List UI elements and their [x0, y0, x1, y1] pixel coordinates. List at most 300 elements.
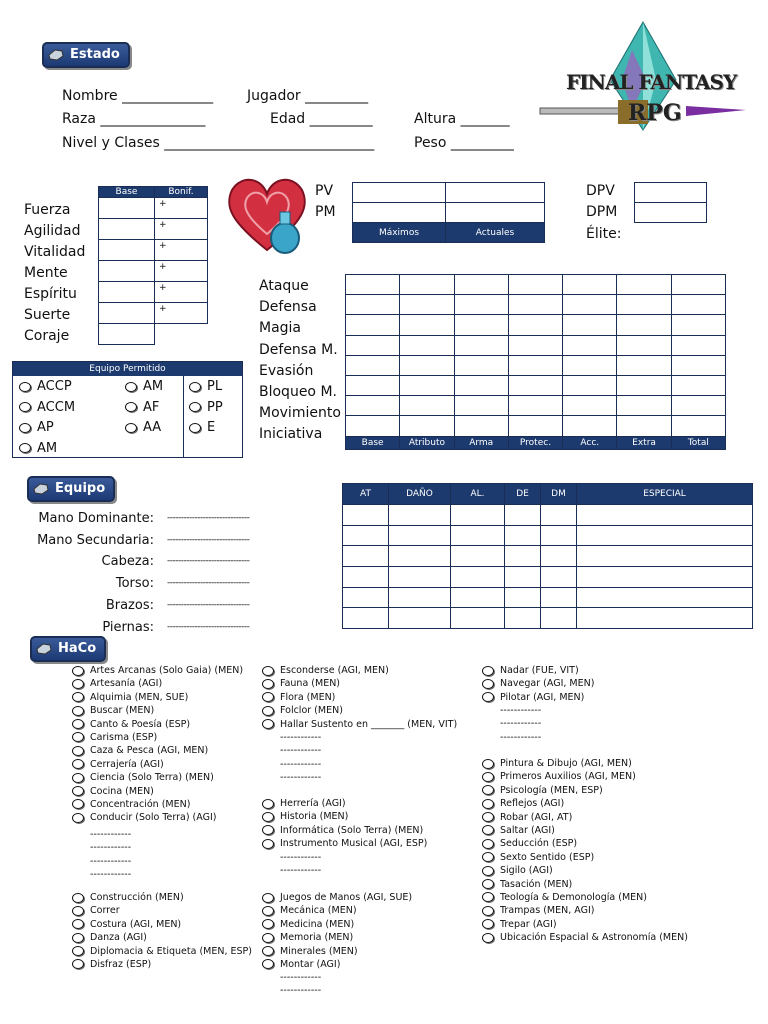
bonif-cell[interactable]	[155, 282, 208, 303]
skill-item[interactable]	[72, 691, 243, 704]
slot-torso: Torso:	[115, 576, 154, 592]
base-cell[interactable]	[99, 282, 155, 303]
blank-skill-line[interactable]: ------------	[280, 745, 322, 757]
combat-cell[interactable]	[508, 396, 562, 416]
equipment-line-field[interactable]: ------------------------------	[167, 599, 250, 610]
skill-item[interactable]	[72, 731, 243, 744]
equipment-stat-cell[interactable]	[505, 525, 541, 546]
pm-max-cell[interactable]	[353, 203, 446, 223]
checkbox-circle-icon[interactable]	[72, 773, 84, 783]
equipment-stat-cell[interactable]	[541, 546, 577, 567]
skills-col-2-blanks-c	[262, 971, 321, 998]
checkbox-circle-icon[interactable]	[262, 959, 274, 969]
skill-item[interactable]	[262, 704, 457, 717]
combat-cell[interactable]	[617, 416, 671, 436]
equipment-stat-cell[interactable]	[389, 567, 451, 588]
skill-label: Trampas (MEN, AGI)	[500, 905, 595, 917]
combat-cell[interactable]	[508, 375, 562, 395]
pv-current-cell[interactable]	[446, 183, 545, 203]
skill-item[interactable]	[482, 757, 688, 770]
checkbox-circle-icon[interactable]	[482, 772, 494, 782]
skill-item[interactable]	[72, 718, 243, 731]
combat-row	[346, 396, 726, 416]
equipment-stat-cell[interactable]	[389, 525, 451, 546]
skill-item[interactable]	[72, 758, 243, 771]
permitido-option[interactable]: AM	[19, 439, 75, 460]
equipment-stat-cell[interactable]	[451, 587, 505, 608]
checkbox-circle-icon[interactable]	[189, 423, 201, 433]
skill-item[interactable]	[482, 837, 688, 850]
checkbox-circle-icon[interactable]	[262, 933, 274, 943]
equipment-stat-cell[interactable]	[389, 587, 451, 608]
equipment-stat-cell[interactable]	[505, 608, 541, 629]
skill-item[interactable]	[72, 704, 243, 717]
skill-item[interactable]	[72, 798, 243, 811]
combat-cell[interactable]	[617, 375, 671, 395]
combat-col-acc: Acc.	[563, 436, 617, 449]
skill-item[interactable]	[482, 918, 688, 931]
equip-col-dano: DAÑO	[389, 484, 451, 505]
jugador-field[interactable]: Jugador _________	[247, 88, 369, 104]
skill-item[interactable]	[262, 718, 457, 731]
permitido-option[interactable]: PL	[189, 377, 223, 398]
checkbox-circle-icon[interactable]	[482, 866, 494, 876]
skill-label: Danza (AGI)	[90, 932, 147, 944]
checkbox-circle-icon[interactable]	[72, 933, 84, 943]
combat-cell[interactable]	[346, 315, 400, 335]
blank-skill-line[interactable]: ------------	[280, 985, 322, 997]
skill-item[interactable]	[72, 811, 243, 824]
skill-item[interactable]	[72, 918, 252, 931]
skill-label: Canto & Poesía (ESP)	[90, 718, 191, 730]
blank-skill-line[interactable]: ------------	[90, 869, 132, 881]
combat-cell[interactable]	[346, 375, 400, 395]
section-equipo-header	[27, 476, 115, 502]
raza-field[interactable]: Raza _______________	[62, 111, 206, 127]
checkbox-circle-icon[interactable]	[482, 906, 494, 916]
combat-cell[interactable]	[454, 355, 508, 375]
combat-cell[interactable]	[346, 355, 400, 375]
skills-col-3b	[482, 757, 688, 944]
checkbox-circle-icon[interactable]	[72, 719, 84, 729]
bonif-cell[interactable]	[155, 198, 208, 219]
equipment-stat-cell[interactable]	[505, 567, 541, 588]
checkbox-circle-icon[interactable]	[262, 799, 274, 809]
equipment-stat-cell[interactable]	[541, 525, 577, 546]
skill-item[interactable]	[72, 785, 243, 798]
pv-max-cell[interactable]	[353, 183, 446, 203]
checkbox-circle-icon[interactable]	[482, 852, 494, 862]
combat-cell[interactable]	[563, 416, 617, 436]
combat-col-extra: Extra	[617, 436, 671, 449]
equipment-line-field[interactable]: ------------------------------	[167, 534, 250, 545]
base-cell[interactable]	[99, 240, 155, 261]
combat-cell[interactable]	[563, 355, 617, 375]
equipment-stat-cell[interactable]	[343, 525, 389, 546]
equipment-slot-labels	[37, 508, 154, 638]
combat-cell[interactable]	[617, 295, 671, 315]
combat-cell[interactable]	[617, 355, 671, 375]
equipment-stat-cell[interactable]	[389, 608, 451, 629]
gauntlet-icon	[47, 47, 65, 63]
skill-item[interactable]	[482, 664, 594, 677]
combat-cell[interactable]	[454, 335, 508, 355]
skill-label: Saltar (AGI)	[500, 824, 555, 836]
bonif-cell[interactable]	[155, 261, 208, 282]
equipment-stat-cell[interactable]	[541, 587, 577, 608]
checkbox-circle-icon[interactable]	[262, 812, 274, 822]
equipment-stat-cell[interactable]	[343, 608, 389, 629]
skill-item[interactable]	[72, 664, 243, 677]
base-cell[interactable]	[99, 198, 155, 219]
checkbox-circle-icon[interactable]	[72, 959, 84, 969]
equipment-stat-cell[interactable]	[343, 546, 389, 567]
combat-cell[interactable]	[563, 295, 617, 315]
checkbox-circle-icon[interactable]	[262, 893, 274, 903]
permitido-option[interactable]: ACCP	[19, 377, 75, 398]
checkbox-circle-icon[interactable]	[72, 893, 84, 903]
equipment-stat-cell[interactable]	[451, 525, 505, 546]
checkbox-circle-icon[interactable]	[262, 666, 274, 676]
checkbox-circle-icon[interactable]	[482, 692, 494, 702]
skill-item[interactable]	[72, 744, 243, 757]
checkbox-circle-icon[interactable]	[482, 825, 494, 835]
combat-cell[interactable]	[400, 315, 454, 335]
skill-label: Artesanía (AGI)	[90, 678, 163, 690]
equipment-stat-cell[interactable]	[505, 505, 541, 526]
combat-row	[346, 295, 726, 315]
combat-cell[interactable]	[563, 396, 617, 416]
base-cell[interactable]	[99, 303, 155, 324]
checkbox-circle-icon[interactable]	[72, 799, 84, 809]
combat-cell[interactable]	[400, 275, 454, 295]
combat-cell[interactable]	[508, 315, 562, 335]
skill-item[interactable]	[262, 691, 457, 704]
equipment-stat-cell[interactable]	[343, 587, 389, 608]
skill-label: Ciencia (Solo Terra) (MEN)	[90, 772, 214, 784]
skill-item[interactable]	[482, 677, 594, 690]
skill-label: Historia (MEN)	[280, 811, 349, 823]
skill-item[interactable]	[262, 664, 457, 677]
dpv-label: DPV	[586, 183, 615, 199]
equipment-stat-cell[interactable]	[577, 567, 753, 588]
checkbox-circle-icon[interactable]	[189, 382, 201, 392]
equipment-line-field[interactable]: ------------------------------	[167, 513, 250, 523]
combat-cell[interactable]	[563, 335, 617, 355]
plus-sign: +	[159, 219, 167, 230]
combat-cell[interactable]	[400, 355, 454, 375]
checkbox-circle-icon[interactable]	[125, 423, 137, 433]
blank-skill-line[interactable]: ------------	[90, 855, 132, 867]
checkbox-circle-icon[interactable]	[262, 919, 274, 929]
permitido-option[interactable]: PP	[189, 398, 223, 419]
checkbox-circle-icon[interactable]	[72, 666, 84, 676]
checkbox-circle-icon[interactable]	[482, 839, 494, 849]
final-fantasy-logo	[536, 20, 750, 162]
skill-item[interactable]	[482, 824, 688, 837]
checkbox-circle-icon[interactable]	[482, 759, 494, 769]
checkbox-circle-icon[interactable]	[19, 382, 31, 392]
equipment-stat-cell[interactable]	[451, 608, 505, 629]
skill-label: Primeros Auxilios (AGI, MEN)	[500, 771, 636, 783]
permitido-option[interactable]: E	[189, 418, 223, 439]
checkbox-circle-icon[interactable]	[72, 732, 84, 742]
slot-brazos: Brazos:	[105, 597, 154, 613]
checkbox-circle-icon[interactable]	[72, 759, 84, 769]
combat-row	[346, 375, 726, 395]
skill-item[interactable]	[262, 810, 427, 823]
permitido-col-3	[189, 377, 223, 439]
combat-cell[interactable]	[563, 315, 617, 335]
section-title: HaCo	[58, 641, 97, 656]
checkbox-circle-icon[interactable]	[482, 879, 494, 889]
permitido-option[interactable]: AM	[125, 377, 163, 398]
skill-item[interactable]	[482, 784, 688, 797]
combat-cell[interactable]	[508, 295, 562, 315]
permitido-option[interactable]: AA	[125, 418, 163, 439]
skill-item[interactable]	[72, 958, 252, 971]
checkbox-circle-icon[interactable]	[72, 906, 84, 916]
checkbox-circle-icon[interactable]	[125, 402, 137, 412]
blank-skill-line[interactable]: ------------	[280, 972, 322, 983]
checkbox-circle-icon[interactable]	[262, 906, 274, 916]
checkbox-circle-icon[interactable]	[262, 839, 274, 849]
equipment-stat-cell[interactable]	[577, 525, 753, 546]
skill-item[interactable]	[72, 891, 252, 904]
checkbox-circle-icon[interactable]	[262, 706, 274, 716]
skill-label: Trepar (AGI)	[500, 918, 557, 930]
skill-item[interactable]	[72, 677, 243, 690]
equipment-stat-cell[interactable]	[541, 608, 577, 629]
dpm-cell[interactable]	[635, 203, 707, 223]
combat-cell[interactable]	[400, 416, 454, 436]
checkbox-circle-icon[interactable]	[482, 679, 494, 689]
skill-item[interactable]	[262, 918, 412, 931]
combat-cell[interactable]	[671, 375, 725, 395]
blank-skill-line[interactable]: ------------	[280, 852, 322, 863]
skill-label: Costura (AGI, MEN)	[90, 918, 182, 930]
combat-cell[interactable]	[454, 275, 508, 295]
blank-skill-line[interactable]: ------------	[280, 772, 322, 784]
blank-skill-line[interactable]: ------------	[500, 718, 542, 730]
blank-skill-line[interactable]: ------------	[500, 731, 542, 743]
edad-field[interactable]: Edad _________	[270, 111, 373, 127]
checkbox-circle-icon[interactable]	[72, 813, 84, 823]
combat-cell[interactable]	[508, 335, 562, 355]
combat-cell[interactable]	[671, 416, 725, 436]
skill-item[interactable]	[482, 878, 688, 891]
bonif-cell[interactable]	[155, 240, 208, 261]
equipment-stat-cell[interactable]	[389, 546, 451, 567]
combat-cell[interactable]	[508, 275, 562, 295]
skills-col-1-blanks	[72, 828, 131, 882]
equipment-stat-cell[interactable]	[505, 587, 541, 608]
blank-skill-line[interactable]: ------------	[90, 829, 132, 840]
combat-cell[interactable]	[508, 355, 562, 375]
combat-labels	[259, 276, 341, 446]
dpv-cell[interactable]	[635, 183, 707, 203]
permitido-option[interactable]: AF	[125, 398, 163, 419]
combat-cell[interactable]	[617, 315, 671, 335]
combat-cell[interactable]	[454, 416, 508, 436]
equipment-line-field[interactable]: ------------------------------	[167, 621, 250, 632]
blank-skill-line[interactable]: ------------	[90, 842, 132, 854]
skill-label: Informática (Solo Terra) (MEN)	[280, 824, 424, 836]
checkbox-circle-icon[interactable]	[72, 746, 84, 756]
combat-cell[interactable]	[454, 396, 508, 416]
combat-cell[interactable]	[346, 396, 400, 416]
skill-item[interactable]	[482, 691, 594, 704]
combat-cell[interactable]	[508, 416, 562, 436]
altura-field[interactable]: Altura _______	[414, 111, 510, 127]
combat-cell[interactable]	[454, 295, 508, 315]
combat-cell[interactable]	[346, 335, 400, 355]
combat-cell[interactable]	[671, 355, 725, 375]
skill-item[interactable]	[262, 891, 412, 904]
skill-item[interactable]	[482, 891, 688, 904]
combat-cell[interactable]	[617, 275, 671, 295]
equipment-stat-cell[interactable]	[505, 546, 541, 567]
skill-item[interactable]	[482, 931, 688, 944]
checkbox-circle-icon[interactable]	[482, 892, 494, 902]
skill-label: Alquimia (MEN, SUE)	[90, 691, 189, 703]
equipment-line-field[interactable]: ------------------------------	[167, 556, 250, 567]
skill-label: Teología & Demonología (MEN)	[500, 891, 647, 903]
skill-label: Caza & Pesca (AGI, MEN)	[90, 745, 209, 757]
base-cell[interactable]	[99, 261, 155, 282]
skill-item[interactable]	[482, 770, 688, 783]
equipment-stat-cell[interactable]	[389, 505, 451, 526]
checkbox-circle-icon[interactable]	[72, 786, 84, 796]
combat-cell[interactable]	[671, 335, 725, 355]
combat-cell[interactable]	[671, 275, 725, 295]
checkbox-circle-icon[interactable]	[189, 402, 201, 412]
base-cell[interactable]	[99, 219, 155, 240]
skill-item[interactable]	[262, 837, 427, 850]
skill-item[interactable]	[262, 904, 412, 917]
combat-cell[interactable]	[346, 295, 400, 315]
combat-cell[interactable]	[671, 295, 725, 315]
nombre-field[interactable]: Nombre _____________	[62, 88, 214, 104]
combat-cell[interactable]	[400, 396, 454, 416]
checkbox-circle-icon[interactable]	[262, 679, 274, 689]
combat-cell[interactable]	[346, 416, 400, 436]
combat-cell[interactable]	[346, 275, 400, 295]
divider	[183, 376, 184, 457]
equipment-stat-cell[interactable]	[451, 546, 505, 567]
checkbox-circle-icon[interactable]	[125, 382, 137, 392]
blank-skill-line[interactable]: ------------	[280, 732, 322, 743]
skill-item[interactable]	[72, 904, 252, 917]
checkbox-circle-icon[interactable]	[482, 812, 494, 822]
skill-item[interactable]	[72, 945, 252, 958]
equipment-stat-cell[interactable]	[541, 505, 577, 526]
skill-label: Hallar Sustento en _______ (MEN, VIT)	[280, 718, 458, 730]
combat-label-magia: Magia	[259, 320, 302, 337]
skill-item[interactable]	[262, 931, 412, 944]
checkbox-circle-icon[interactable]	[72, 919, 84, 929]
pm-current-cell[interactable]	[446, 203, 545, 223]
skill-item[interactable]	[262, 677, 457, 690]
checkbox-circle-icon[interactable]	[262, 825, 274, 835]
checkbox-circle-icon[interactable]	[72, 946, 84, 956]
equipment-stat-cell[interactable]	[577, 546, 753, 567]
combat-cell[interactable]	[400, 335, 454, 355]
nivel-clases-field[interactable]: Nivel y Clases ______________________________	[62, 135, 375, 151]
equipment-stat-cell[interactable]	[541, 567, 577, 588]
blank-skill-line[interactable]: ------------	[280, 758, 322, 770]
skill-item[interactable]	[482, 864, 688, 877]
equipment-stat-cell[interactable]	[343, 505, 389, 526]
checkbox-circle-icon[interactable]	[482, 785, 494, 795]
blank-skill-line[interactable]: ------------	[280, 865, 322, 877]
skill-item[interactable]	[262, 824, 427, 837]
equip-col-especial: ESPECIAL	[577, 484, 753, 505]
equipment-stat-cell[interactable]	[577, 587, 753, 608]
blank-skill-line[interactable]: ------------	[500, 705, 542, 716]
skill-item[interactable]	[482, 904, 688, 917]
combat-cell[interactable]	[454, 315, 508, 335]
combat-cell[interactable]	[400, 375, 454, 395]
equip-col-dm: DM	[541, 484, 577, 505]
skill-item[interactable]	[72, 771, 243, 784]
checkbox-circle-icon[interactable]	[72, 679, 84, 689]
skill-label: Minerales (MEN)	[280, 945, 358, 957]
checkbox-circle-icon[interactable]	[262, 692, 274, 702]
peso-field[interactable]: Peso _________	[414, 135, 514, 151]
combat-cell[interactable]	[563, 275, 617, 295]
combat-cell[interactable]	[400, 295, 454, 315]
checkbox-circle-icon[interactable]	[482, 799, 494, 809]
checkbox-circle-icon[interactable]	[19, 402, 31, 412]
skill-label: Disfraz (ESP)	[90, 958, 152, 970]
skill-item[interactable]	[72, 931, 252, 944]
equipment-stat-cell[interactable]	[343, 567, 389, 588]
checkbox-circle-icon[interactable]	[19, 443, 31, 453]
combat-cell[interactable]	[671, 396, 725, 416]
equipment-stat-cell[interactable]	[451, 567, 505, 588]
checkbox-circle-icon[interactable]	[482, 933, 494, 943]
combat-cell[interactable]	[617, 396, 671, 416]
checkbox-circle-icon[interactable]	[19, 423, 31, 433]
bonif-cell[interactable]	[155, 219, 208, 240]
checkbox-circle-icon[interactable]	[482, 666, 494, 676]
combat-cell[interactable]	[454, 375, 508, 395]
combat-cell[interactable]	[563, 375, 617, 395]
permitido-option[interactable]: AP	[19, 418, 75, 439]
permitido-option[interactable]: ACCM	[19, 398, 75, 419]
base-cell[interactable]	[99, 324, 155, 345]
checkbox-circle-icon[interactable]	[72, 692, 84, 702]
skill-item[interactable]	[262, 958, 412, 971]
checkbox-circle-icon[interactable]	[72, 706, 84, 716]
equipment-stat-cell[interactable]	[577, 505, 753, 526]
skill-item[interactable]	[482, 797, 688, 810]
combat-cell[interactable]	[671, 315, 725, 335]
equipment-stat-cell[interactable]	[451, 505, 505, 526]
skill-item[interactable]	[262, 945, 412, 958]
combat-cell[interactable]	[617, 335, 671, 355]
equipment-line-field[interactable]: ------------------------------	[167, 578, 250, 589]
checkbox-circle-icon[interactable]	[482, 919, 494, 929]
skill-item[interactable]	[262, 797, 427, 810]
checkbox-circle-icon[interactable]	[262, 719, 274, 729]
skill-item[interactable]	[482, 811, 688, 824]
bonif-cell[interactable]	[155, 303, 208, 324]
checkbox-circle-icon[interactable]	[262, 946, 274, 956]
skill-item[interactable]	[482, 851, 688, 864]
equipment-stat-cell[interactable]	[577, 608, 753, 629]
